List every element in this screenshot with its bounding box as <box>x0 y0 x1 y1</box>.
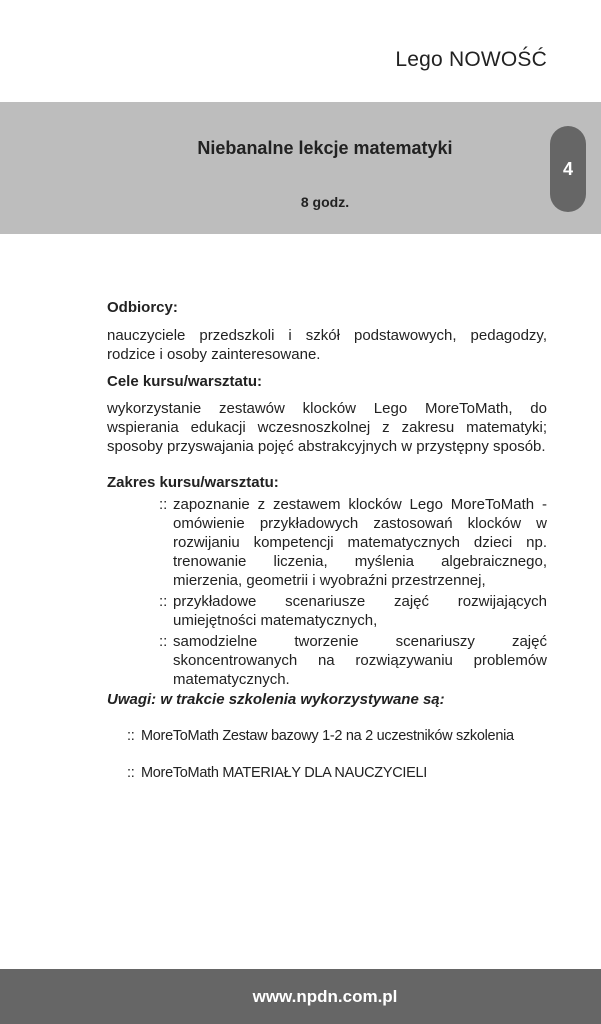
goals-text: wykorzystanie zestawów klocków Lego MoreToMath, do wspierania edukacji wczesnoszkolnej z zakresu matematyki; sposoby przyswajania pojęć abstrakcyjnych w przystępny sposób. <box>107 400 547 455</box>
list-item <box>127 764 547 783</box>
course-description <box>107 298 547 801</box>
scope-list <box>107 495 547 689</box>
bullet-icon: :: <box>127 728 135 744</box>
bullet-icon: :: <box>159 593 168 610</box>
bullet-icon: :: <box>159 496 168 513</box>
course-banner <box>0 102 601 234</box>
section-title: Lego NOWOŚĆ <box>395 48 547 71</box>
bullet-icon: :: <box>159 633 168 650</box>
audience-text: nauczyciele przedszkoli i szkół podstawowych, pedagodzy, rodzice i osoby zainteresowane. <box>107 327 547 363</box>
material-item-text: MoreToMath MATERIAŁY DLA NAUCZYCIELI <box>141 765 428 781</box>
materials-list <box>107 727 547 783</box>
list-item <box>159 592 547 630</box>
notes-heading: Uwagi: w trakcie szkolenia wykorzystywane są: <box>107 691 445 708</box>
bullet-icon: :: <box>127 765 135 781</box>
chapter-number: 4 <box>562 158 573 179</box>
course-title: Niebanalne lekcje matematyki <box>197 138 453 158</box>
website-link[interactable]: www.npdn.com.pl <box>252 987 398 1006</box>
material-item-text: MoreToMath Zestaw bazowy 1-2 na 2 uczestników szkolenia <box>141 728 514 744</box>
footer-bar <box>0 969 601 1024</box>
list-item <box>159 495 547 590</box>
scope-heading: Zakres kursu/warsztatu: <box>107 474 279 491</box>
scope-item-text: samodzielne tworzenie scenariuszy zajęć skoncentrowanych na rozwiązywaniu problemów matematycznych. <box>173 633 547 688</box>
list-item <box>159 632 547 689</box>
list-item <box>127 727 547 746</box>
scope-item-text: zapoznanie z zestawem klocków Lego MoreToMath - omówienie przykładowych zastosowań klocków w rozwijaniu kompetencji matematycznych dzieci np. trenowanie liczenia, myślenia algebraicznego, mierzenia, geometrii i wyobraźni przestrzennej, <box>173 496 547 589</box>
scope-item-text: przykładowe scenariusze zajęć rozwijających umiejętności matematycznych, <box>173 593 547 629</box>
audience-heading: Odbiorcy: <box>107 299 178 316</box>
chapter-tab <box>550 126 586 212</box>
goals-heading: Cele kursu/warsztatu: <box>107 373 263 390</box>
course-hours: 8 godz. <box>300 194 350 210</box>
